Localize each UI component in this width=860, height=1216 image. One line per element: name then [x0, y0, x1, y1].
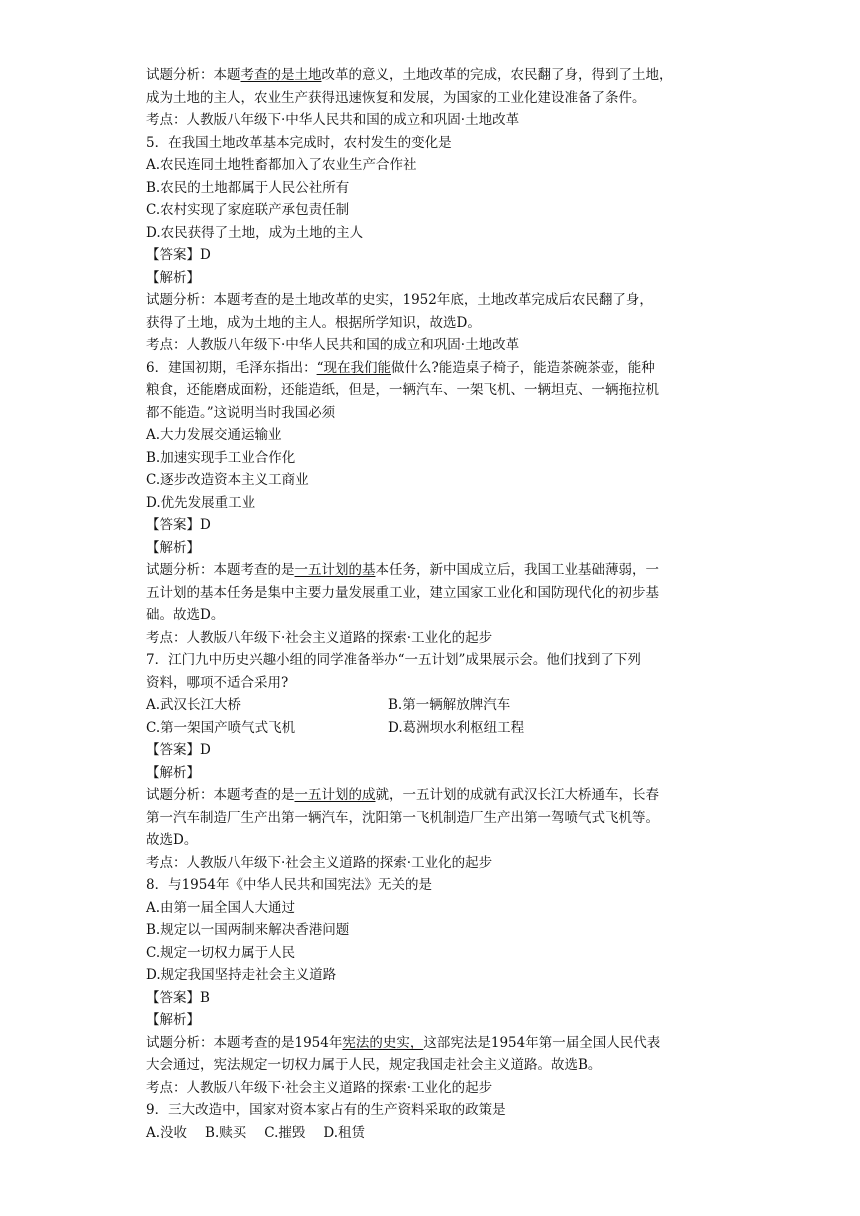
analysis-line: 第一汽车制造厂生产出第一辆汽车，沈阳第一飞机制造厂生产出第一驾喷气式飞机等。 [146, 809, 659, 826]
analysis-line: 故选D。 [146, 832, 198, 848]
options-row [146, 1122, 718, 1145]
option-d: D.农民获得了土地，成为土地的主人 [146, 224, 364, 241]
options-row [146, 717, 718, 740]
question-7-stem: 7．江门九中历史兴趣小组的同学准备举办“一五计划”成果展示会。他们找到了下列 [146, 652, 641, 668]
topic-line: 考点：人教版八年级下·中华人民共和国的成立和巩固·土地改革 [146, 112, 520, 128]
analysis-label: 【解析】 [146, 539, 200, 556]
analysis-line: 础。故选D。 [146, 607, 225, 623]
option-a: A.大力发展交通运输业 [146, 427, 282, 443]
analysis-label: 【解析】 [146, 1012, 200, 1028]
document-page [146, 64, 718, 1144]
answer-label: 【答案】D [146, 517, 211, 533]
option-b: B.赎买 [205, 1124, 247, 1141]
topic-line: 考点：人教版八年级下·社会主义道路的探索·工业化的起步 [146, 1079, 493, 1096]
option-c: C.规定一切权力属于人民 [146, 944, 296, 961]
question-9-stem: 9．三大改造中，国家对资本家占有的生产资料采取的政策是 [146, 1102, 506, 1118]
option-a: A.由第一届全国人大通过 [146, 899, 296, 916]
topic-line: 考点：人教版八年级下·社会主义道路的探索·工业化的起步 [146, 854, 493, 871]
underlined-phrase: 宪法的史实， [342, 1034, 424, 1051]
option-c: C.第一架国产喷气式飞机 [146, 719, 296, 736]
analysis-line: 试题分析：本题考查的是土地改革的史实，1952年底，土地改革完成后农民翻了身， [146, 292, 653, 308]
option-d: D.葛洲坝水利枢纽工程 [388, 719, 525, 736]
option-a: A.农民连同土地牲畜都加入了农业生产合作社 [146, 157, 417, 173]
underlined-phrase: 一五计划的基 [294, 562, 376, 578]
analysis-line: 五计划的基本任务是集中主要力量发展重工业，建立国家工业化和国防现代化的初步基 [146, 584, 659, 601]
option-d: D.规定我国坚持走社会主义道路 [146, 967, 337, 983]
question-5-stem: 5．在我国土地改革基本完成时，农村发生的变化是 [146, 134, 452, 151]
analysis-label: 【解析】 [146, 269, 200, 286]
option-b: B.规定以一国两制来解决香港问题 [146, 922, 350, 938]
question-7-stem-cont: 资料，哪项不适合采用? [146, 674, 289, 691]
option-c: C.农村实现了家庭联产承包责任制 [146, 202, 350, 218]
option-a: A.武汉长江大桥 [146, 697, 242, 713]
options-row [146, 694, 718, 717]
answer-label: 【答案】B [146, 989, 210, 1006]
option-d: D.优先发展重工业 [146, 494, 256, 511]
question-6-stem-cont: 都不能造。”这说明当时我国必须 [146, 404, 336, 421]
option-b: B.加速实现手工业合作化 [146, 449, 296, 466]
analysis-line: 获得了土地，成为土地的主人。根据所学知识，故选D。 [146, 314, 481, 331]
analysis-line: 成为土地的主人，农业生产获得迅速恢复和发展，为国家的工业化建设准备了条件。 [146, 89, 646, 106]
option-c: C.逐步改造资本主义工商业 [146, 472, 309, 488]
analysis-label: 【解析】 [146, 764, 200, 781]
option-a: A.没收 [146, 1124, 188, 1141]
analysis-line: 试题分析：本题考查的是1954年宪法的史实，这部宪法是1954年第一届全国人民代表 [146, 1034, 661, 1051]
question-8-stem: 8．与1954年《中华人民共和国宪法》无关的是 [146, 877, 432, 893]
option-b: B.第一辆解放牌汽车 [388, 697, 511, 713]
option-d: D.租赁 [323, 1124, 366, 1141]
answer-label: 【答案】D [146, 742, 211, 758]
underlined-phrase: “现在我们能 [316, 359, 391, 376]
analysis-line: 试题分析：本题考查的是一五计划的基本任务，新中国成立后，我国工业基础薄弱，一 [146, 562, 659, 578]
underlined-phrase: 考查的是土地 [240, 67, 322, 83]
question-6-stem-cont: 粮食，还能磨成面粉，还能造纸，但是，一辆汽车、一架飞机、一辆坦克、一辆拖拉机 [146, 382, 659, 398]
answer-label: 【答案】D [146, 247, 211, 263]
question-6-stem: 6．建国初期，毛泽东指出：“现在我们能做什么?能造桌子椅子，能造茶碗茶壶，能种 [146, 359, 655, 376]
option-b: B.农民的土地都属于人民公社所有 [146, 179, 350, 196]
analysis-line: 试题分析：本题考查的是土地改革的意义，土地改革的完成，农民翻了身，得到了土地， [146, 67, 673, 83]
analysis-line: 试题分析：本题考查的是一五计划的成就，一五计划的成就有武汉长江大桥通车，长春 [146, 787, 659, 803]
topic-line: 考点：人教版八年级下·社会主义道路的探索·工业化的起步 [146, 629, 493, 646]
underlined-phrase: 一五计划的成 [294, 787, 376, 803]
option-c: C.摧毁 [264, 1124, 306, 1141]
analysis-line: 大会通过，宪法规定一切权力属于人民，规定我国走社会主义道路。故选B。 [146, 1057, 602, 1073]
topic-line: 考点：人教版八年级下·中华人民共和国的成立和巩固·土地改革 [146, 337, 520, 353]
